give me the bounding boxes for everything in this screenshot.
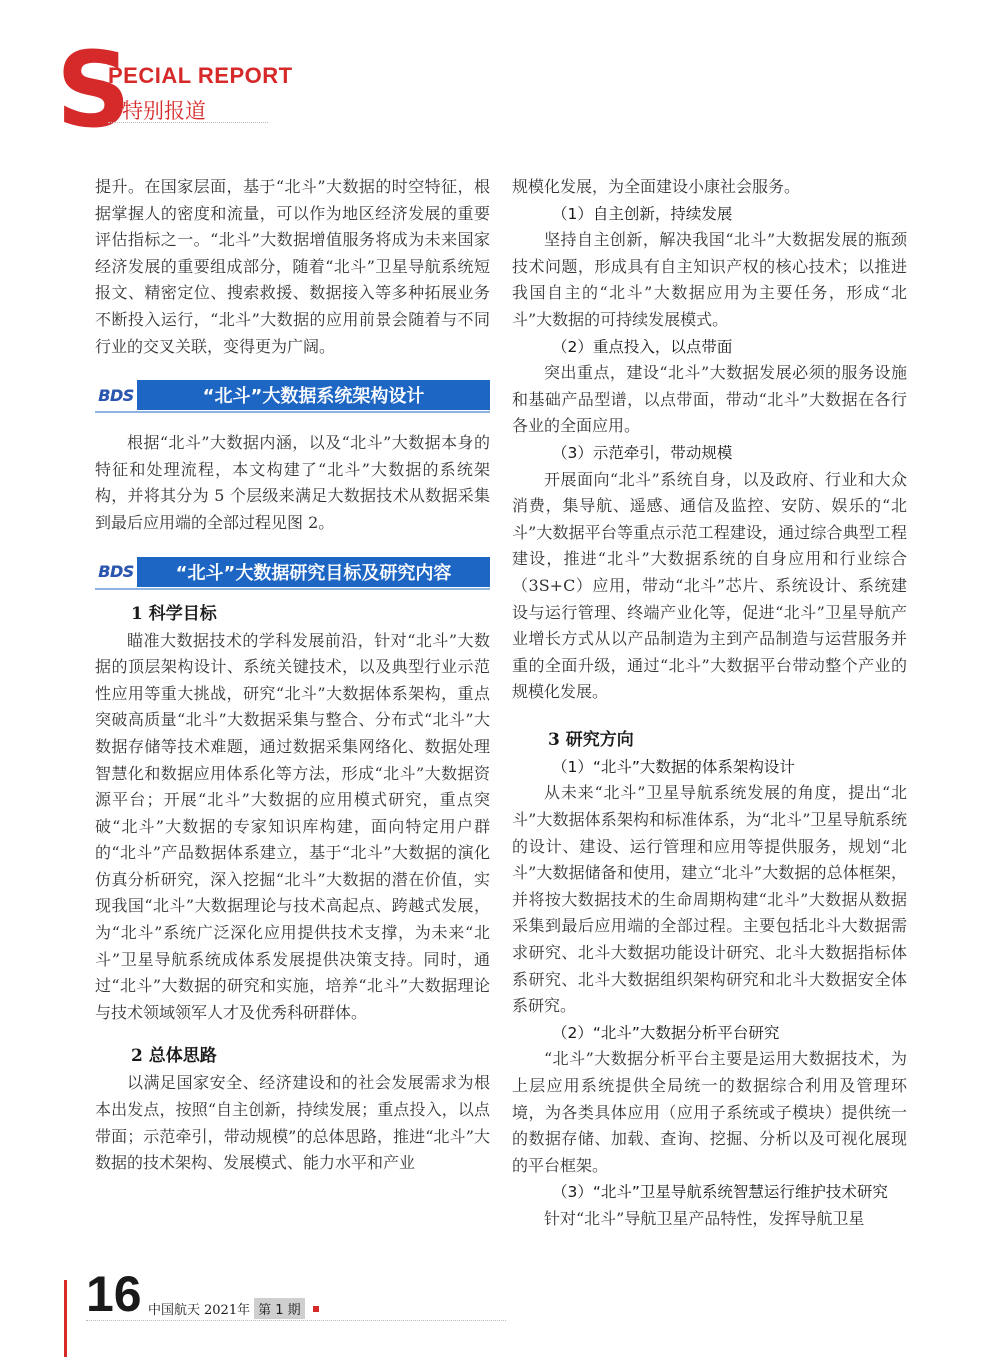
page-number: 16 [86, 1266, 142, 1322]
architecture-design-paragraph: 从未来“北斗”卫星导航系统发展的角度，提出“北斗”大数据体系架构和标准体系，为“北斗”卫星导航系统的设计、建设、运行管理和应用等提供服务，规划“北斗”大数据储备和使用，建立“北斗”大数据的总体框架，并将按大数据技术的生命周期构建“北斗”大数据从数据采集到最后应用端的全部过程。主要包括北斗大数据需求研究、北斗大数据功能设计研究、北斗大数据指标体系研究、北斗大数据组织架构研究和北斗大数据安全体系研究。 [512, 783, 907, 1016]
bds-badge-icon: BDS [98, 385, 134, 405]
science-goal-paragraph: 瞄准大数据技术的学科发展前沿，针对“北斗”大数据的顶层架构设计、系统关键技术，以及典型行业示范性应用等重大挑战，研究“北斗”大数据体系架构，重点突破高质量“北斗”大数据采集与整合、分布式“北斗”大数据存储等技术难题，通过数据采集网络化、数据处理智慧化和数据应用体系化等方法，形成“北斗”大数据资源平台；开展“北斗”大数据的应用模式研究，重点突破“北斗”大数据的专家知识库构建，面向特定用户群的“北斗”产品数据体系建立，基于“北斗”大数据的演化仿真分析研究，深入挖掘“北斗”大数据的潜在价值，实现我国“北斗”大数据理论与技术高起点、跨越式发展，为“北斗”系统广泛深化应用提供技术支撑，为未来“北斗”卫星导航系统成体系发展提供决策支持。同时，通过“北斗”大数据的研究和实施，培养“北斗”大数据理论与技术领域领军人才及优秀科研群体。 [95, 630, 490, 1022]
banner-underline [95, 411, 490, 413]
special-report-logo-letter: S [56, 29, 131, 151]
section-banner-title: “北斗”大数据系统架构设计 [137, 380, 490, 410]
focus-paragraph: 突出重点，建设“北斗”大数据发展必须的服务设施和基础产品型谱，以点带面，带动“北斗”大数据在各行各业的全面应用。 [512, 363, 907, 436]
heading-research-direction: 3 研究方向 [548, 729, 634, 750]
subheading-focus: （2）重点投入，以点带面 [552, 337, 733, 356]
maintenance-paragraph: 针对“北斗”导航卫星产品特性，发挥导航卫星 [544, 1208, 865, 1228]
footer-accent-bar [64, 1280, 67, 1357]
section-banner-architecture [95, 380, 490, 410]
heading-overall-idea: 2 总体思路 [131, 1046, 217, 1067]
section-banner-research [95, 557, 490, 587]
magazine-year: 2021年 [204, 1303, 251, 1318]
special-report-logo-text: PECIAL REPORT [108, 63, 293, 88]
intro-paragraph: 提升。在国家层面，基于“北斗”大数据的时空特征，根据掌握人的密度和流量，可以作为地区经济发展的重要评估指标之一。“北斗”大数据增值服务将成为未来国家经济发展的重要组成部分，随着“北斗”卫星导航系统短报文、精密定位、搜索救援、数据接入等多种拓展业务不断投入运行，“北斗”大数据的应用前景会随着与不同行业的交叉关联，变得更为广阔。 [95, 177, 490, 356]
section-banner-title: “北斗”大数据研究目标及研究内容 [137, 557, 490, 587]
architecture-paragraph: 根据“北斗”大数据内涵，以及“北斗”大数据本身的特征和处理流程，本文构建了“北斗”大数据的系统架构，并将其分为 5 个层级来满足大数据技术从数据采集到最后应用端的全部过程见图 2。 [95, 433, 490, 532]
subheading-maintenance: （3）“北斗”卫星导航系统智慧运行维护技术研究 [552, 1183, 888, 1202]
right-column [512, 174, 907, 1233]
demonstration-paragraph: 开展面向“北斗”系统自身，以及政府、行业和大众消费，集导航、遥感、通信及监控、安防、娱乐的“北斗”大数据平台等重点示范工程建设，通过综合典型工程建设，推进“北斗”大数据系统的自身应用和行业综合（3S+C）应用，带动“北斗”芯片、系统设计、系统建设与运行管理、终端产业化等，促进“北斗”卫星导航产业增长方式从以产品制造为主到产品制造与运营服务并重的全面升级，通过“北斗”大数据平台带动整个产业的规模化发展。 [512, 469, 907, 702]
continued-paragraph: 规模化发展，为全面建设小康社会服务。 [512, 177, 801, 196]
subheading-innovation: （1）自主创新，持续发展 [552, 204, 733, 223]
innovation-paragraph: 坚持自主创新，解决我国“北斗”大数据发展的瓶颈技术问题，形成具有自主知识产权的核心技术；以推进我国自主的“北斗”大数据应用为主要任务，形成“北斗”大数据的可持续发展模式。 [512, 230, 907, 329]
section-title-cn: 特别报道 [122, 99, 206, 123]
footer-magazine-info [148, 1298, 319, 1319]
subheading-demonstration: （3）示范牵引，带动规模 [552, 443, 733, 462]
left-column [95, 174, 490, 1177]
magazine-name: 中国航天 [148, 1303, 201, 1318]
footer-divider [86, 1320, 506, 1321]
analysis-platform-paragraph: “北斗”大数据分析平台主要是运用大数据技术，为上层应用系统提供全局统一的数据综合利用及管理环境，为各类具体应用（应用子系统或子模块）提供统一的数据存储、加载、查询、挖掘、分析以及可视化展现的平台框架。 [512, 1049, 907, 1175]
bds-badge-icon: BDS [98, 562, 134, 582]
footer-mark-icon [313, 1306, 319, 1312]
banner-underline [95, 588, 490, 590]
magazine-issue: 第 1 期 [254, 1298, 305, 1319]
heading-science-goal: 1 科学目标 [131, 603, 217, 624]
header-divider [108, 122, 268, 123]
overall-idea-paragraph: 以满足国家安全、经济建设和的社会发展需求为根本出发点，按照“自主创新，持续发展；重点投入，以点带面；示范牵引，带动规模”的总体思路，推进“北斗”大数据的技术架构、发展模式、能力水平和产业 [95, 1073, 490, 1173]
subheading-analysis-platform: （2）“北斗”大数据分析平台研究 [552, 1023, 780, 1042]
subheading-architecture-design: （1）“北斗”大数据的体系架构设计 [552, 757, 795, 776]
